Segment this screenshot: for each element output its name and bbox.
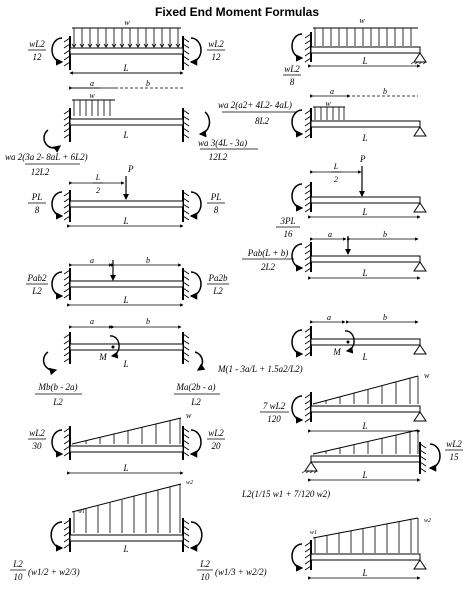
moment-denominator: 8: [289, 77, 295, 87]
wall-right: [183, 332, 189, 364]
moment-arrow-left: [44, 352, 56, 370]
moment-arrow-right: [430, 444, 440, 468]
moment-left-denominator: L2: [32, 286, 42, 296]
point-load-label: P: [128, 164, 134, 174]
half-length-denominator: 2: [334, 175, 338, 184]
moment-left-denominator: 10: [13, 572, 23, 582]
moment-arrow-right: [191, 430, 201, 454]
half-length-denominator: 2: [96, 186, 100, 195]
case-fixed-triangular: [28, 411, 225, 473]
span-length-label: L: [123, 463, 129, 473]
beam: [70, 535, 183, 541]
moment-arrow-right: [191, 192, 201, 216]
moment-left-body: (w1/2 + w2/3): [28, 567, 80, 577]
applied-moment-label: M: [333, 347, 341, 357]
distance-a-label: a: [327, 313, 331, 322]
case-propped-point-ab: [242, 230, 426, 278]
distance-a-label: a: [328, 230, 332, 239]
moment-left-numerator: Pab2: [27, 273, 47, 283]
load-label: w: [359, 16, 365, 25]
distance-b-label: b: [383, 230, 387, 239]
moment-denominator: 8L2: [254, 116, 270, 126]
span-length-label: L: [123, 216, 129, 226]
moment-right-denominator: 12L2: [208, 152, 228, 162]
moment-arrow-left: [292, 544, 302, 568]
case-propped-trapezoidal: [241, 489, 431, 578]
beam: [70, 119, 183, 125]
pin-support: [305, 462, 317, 471]
moment-right-denominator: L2: [191, 397, 201, 407]
triangular-load: [72, 418, 181, 444]
moment-arrow-left: [292, 184, 302, 208]
moment-numerator: wL2: [284, 64, 300, 74]
wall-right: [183, 518, 189, 552]
moment-right-numerator: PL: [210, 192, 222, 202]
moment-formula: M(1 - 3a/L + 1.5a2/L2): [218, 364, 303, 374]
wall-left: [64, 36, 70, 70]
moment-left-denominator: L2: [53, 397, 63, 407]
moment-arrow-left: [44, 130, 60, 148]
moment-left-numerator: wa 2(3a 2- 8aL + 6L2): [5, 152, 88, 162]
moment-numerator: wa 2(a2+ 4L2- 4aL): [218, 100, 292, 110]
beam: [311, 339, 420, 345]
beam: [70, 344, 183, 350]
distance-b-label: b: [146, 317, 150, 326]
moment-left-denominator: 8: [34, 205, 40, 215]
span-length-label: L: [123, 544, 129, 554]
moment-formula: L2(1/15 w1 + 7/120 w2): [242, 489, 331, 499]
case-propped-triangular: [260, 371, 430, 431]
span-length-label: L: [123, 63, 129, 73]
moment-left-numerator: PL: [31, 192, 43, 202]
distance-a-label: a: [330, 87, 334, 96]
trapezoidal-load: [72, 484, 181, 533]
moment-arrow-left: [52, 38, 62, 62]
distance-a-label: a: [90, 79, 94, 88]
case-fixed-udl: [28, 18, 225, 73]
span-length-label: L: [123, 359, 129, 369]
wall-right: [420, 442, 426, 474]
load-label: w: [325, 99, 331, 108]
case-propped-moment: [217, 313, 426, 374]
pin-support: [414, 345, 426, 354]
span-length-label: L: [123, 295, 129, 305]
trapezoidal-load: [313, 518, 418, 553]
pin-support: [414, 53, 426, 62]
beam: [311, 47, 420, 53]
beam: [70, 446, 183, 452]
moment-right-body: (w1/3 + w2/2): [215, 567, 267, 577]
pin-support: [414, 412, 426, 421]
span-length-label: L: [362, 568, 368, 578]
wall-left: [64, 332, 70, 364]
moment-numerator: 3PL: [280, 216, 296, 226]
load-label: w: [124, 18, 130, 27]
span-length-label: L: [362, 268, 368, 278]
distance-b-label: b: [383, 87, 387, 96]
span-length-label: L: [362, 470, 368, 480]
applied-moment-label: M: [99, 352, 107, 362]
point-load-label: P: [360, 154, 366, 164]
moment-left-numerator: Mb(b - 2a): [38, 382, 78, 392]
beam: [311, 256, 420, 262]
moment-arrow-left: [292, 110, 302, 134]
moment-right-denominator: 20: [211, 441, 221, 451]
wall-left: [305, 32, 311, 62]
beam: [311, 121, 420, 127]
moment-arrow-left: [52, 272, 62, 296]
moment-arrow-right: [200, 112, 209, 134]
wall-right: [183, 268, 189, 300]
moment-arrow-left: [52, 192, 62, 216]
moment-right-denominator: 12: [211, 52, 221, 62]
case-pinned-fixed-triangular: [302, 430, 463, 480]
wall-left: [64, 518, 70, 552]
span-length-label: L: [362, 352, 368, 362]
moment-denominator: 15: [449, 452, 459, 462]
load-label: w: [89, 91, 95, 100]
wall-left: [64, 426, 70, 460]
moment-right-numerator: Pa2b: [208, 273, 228, 283]
moment-right-denominator: L2: [213, 286, 223, 296]
moment-denominator: 16: [283, 229, 293, 239]
triangular-load: [313, 430, 418, 454]
moment-left-denominator: 12: [32, 52, 42, 62]
span-length-label: L: [362, 421, 368, 431]
moment-denominator: 2L2: [260, 262, 276, 272]
moment-right-prefix: L2: [200, 559, 210, 569]
moment-right-numerator: wa 3(4L - 3a): [198, 138, 248, 148]
beam: [70, 281, 183, 287]
moment-arrow-right: [191, 522, 202, 548]
page-title: Fixed End Moment Formulas: [154, 5, 320, 19]
moment-arrow-left: [51, 522, 62, 548]
moment-denominator: 120: [267, 414, 281, 424]
wall-right: [183, 108, 189, 142]
moment-left-prefix: L2: [13, 559, 23, 569]
distance-b-label: b: [146, 79, 150, 88]
moment-arrow-left: [292, 330, 302, 354]
moment-arrow-left: [292, 396, 302, 420]
moment-right-numerator: wL2: [208, 428, 224, 438]
wall-left: [305, 392, 311, 422]
wall-right: [183, 426, 189, 460]
span-length-label: L: [362, 133, 368, 143]
wall-left: [305, 182, 311, 212]
load-label: w: [424, 371, 430, 380]
beam: [311, 406, 420, 412]
distributed-load: [313, 28, 418, 46]
distance-a-label: a: [90, 256, 94, 265]
triangular-load: [313, 376, 418, 404]
case-fixed-partial-udl: [5, 79, 258, 177]
moment-arrow-right: [195, 352, 202, 370]
moment-left-numerator: wL2: [29, 39, 45, 49]
beam: [311, 456, 420, 462]
beam: [311, 197, 420, 203]
moment-arrow-right: [191, 272, 201, 296]
load-w2-label: w2: [424, 518, 432, 524]
moment-left-denominator: 12L2: [30, 167, 50, 177]
distributed-load: [72, 28, 181, 47]
distance-a-label: a: [90, 317, 94, 326]
pin-support: [414, 560, 426, 569]
moment-numerator: wL2: [446, 439, 462, 449]
moment-arrow-left: [292, 244, 302, 268]
load-w1-label: w1: [310, 530, 318, 536]
load-w1-label: w1: [78, 509, 86, 515]
moment-right-denominator: 8: [213, 205, 219, 215]
wall-left: [305, 326, 311, 356]
distributed-load: [313, 107, 345, 120]
moment-arrow-left: [292, 34, 302, 58]
span-length-label: L: [123, 130, 129, 140]
moment-right-numerator: wL2: [208, 39, 224, 49]
half-length-numerator: L: [95, 173, 101, 182]
half-length-numerator: L: [333, 162, 339, 171]
case-fixed-moment: [35, 317, 220, 407]
distance-b-label: b: [146, 256, 150, 265]
case-fixed-trapezoidal: [10, 480, 267, 582]
case-propped-udl: [283, 16, 426, 87]
case-fixed-point-ab: [26, 256, 229, 305]
pin-support: [414, 203, 426, 212]
wall-left: [64, 190, 70, 222]
load-w2-label: w2: [186, 480, 194, 486]
moment-right-denominator: 10: [200, 572, 210, 582]
case-propped-point-mid: [276, 154, 426, 239]
load-label: w: [186, 411, 192, 420]
moment-numerator: Pab(L + b): [247, 248, 289, 258]
pin-support: [414, 127, 426, 136]
wall-left: [305, 540, 311, 570]
distance-b-label: b: [383, 313, 387, 322]
span-length-label: L: [362, 56, 368, 66]
wall-left: [64, 268, 70, 300]
beam: [70, 48, 183, 54]
moment-numerator: 7 wL2: [262, 401, 286, 411]
case-propped-partial-udl: [218, 87, 426, 143]
moment-right-numerator: Ma(2b - a): [176, 382, 216, 392]
wall-left: [305, 108, 311, 138]
case-fixed-point-mid: [28, 164, 225, 226]
wall-left: [305, 242, 311, 272]
distributed-load: [72, 100, 115, 116]
moment-arrow-left: [52, 430, 62, 454]
beam: [311, 554, 420, 560]
beam: [70, 201, 183, 207]
pin-support: [414, 262, 426, 271]
wall-right: [183, 36, 189, 70]
moment-left-numerator: wL2: [29, 428, 45, 438]
wall-right: [183, 190, 189, 222]
moment-arrow-right: [191, 38, 201, 62]
span-length-label: L: [362, 207, 368, 217]
moment-left-denominator: 30: [32, 441, 42, 451]
wall-left: [64, 108, 70, 142]
